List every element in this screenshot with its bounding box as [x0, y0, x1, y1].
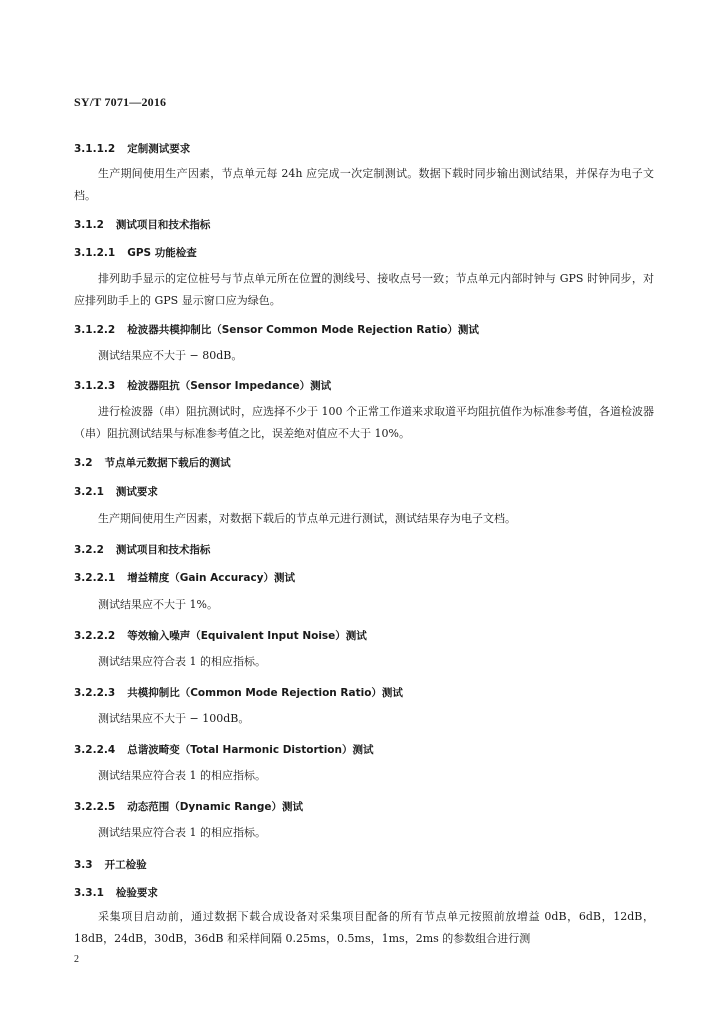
section-heading-3-2-2-2: [74, 628, 367, 643]
section-number: 3.2.2.1: [74, 572, 116, 584]
section-heading-3-1-2-2: [74, 322, 479, 337]
section-title: 动态范围（Dynamic Range）测试: [127, 801, 304, 813]
section-number: 3.2.2.5: [74, 801, 116, 813]
section-number: 3.1.1.2: [74, 143, 116, 155]
section-title: 共模抑制比（Common Mode Rejection Ratio）测试: [127, 687, 403, 699]
section-heading-3-3-1: [74, 885, 158, 900]
paragraph-3-3-1: 采集项目启动前，通过数据下载合成设备对采集项目配备的所有节点单元按照前放增益 0dB，6dB，12dB，18dB，24dB，30dB，36dB 和采样间隔 0.25ms，0.5ms，1ms，2ms 的参数组合进行测: [74, 910, 654, 945]
section-title: 检波器共模抑制比（Sensor Common Mode Rejection Ratio）测试: [127, 324, 479, 336]
paragraph-3-2-1: 生产期间使用生产因素，对数据下载后的节点单元进行测试，测试结果存为电子文档。: [98, 512, 516, 525]
standard-code-header: SY/T 7071—2016: [74, 95, 167, 109]
section-heading-3-2: [74, 455, 231, 470]
section-title: 开工检验: [104, 859, 147, 871]
section-heading-3-1-2-3: [74, 378, 331, 393]
section-title: 节点单元数据下载后的测试: [104, 457, 231, 469]
paragraph-3-1-2-1: 排列助手显示的定位桩号与节点单元所在位置的测线号、接收点号一致；节点单元内部时钟与 GPS 时钟同步，对应排列助手上的 GPS 显示窗口应为绿色。: [74, 272, 654, 307]
section-title: 检波器阻抗（Sensor Impedance）测试: [127, 380, 332, 392]
section-number: 3.3: [74, 859, 93, 871]
section-heading-3-3: [74, 857, 147, 872]
section-title: GPS 功能检查: [127, 247, 197, 259]
paragraph-3-1-2-3: 进行检波器（串）阻抗测试时，应选择不少于 100 个正常工作道来求取道平均阻抗值作为标准参考值，各道检波器（串）阻抗测试结果与标准参考值之比，误差绝对值应不大于 10%。: [74, 405, 654, 440]
section-heading-3-1-2-1: [74, 245, 197, 260]
section-number: 3.1.2.1: [74, 247, 116, 259]
section-title: 总谐波畸变（Total Harmonic Distortion）测试: [127, 744, 374, 756]
section-heading-3-1-1-2: [74, 141, 190, 156]
paragraph-3-2-2-4: 测试结果应符合表 1 的相应指标。: [98, 769, 266, 782]
section-heading-3-1-2: [74, 217, 210, 232]
section-heading-3-2-2-5: [74, 799, 303, 814]
paragraph-3-1-2-2: 测试结果应不大于 − 80dB。: [98, 349, 243, 362]
paragraph-3-2-2-1: 测试结果应不大于 1%。: [98, 598, 218, 611]
page-number: 2: [74, 954, 79, 965]
section-title: 检验要求: [115, 887, 158, 899]
section-title: 增益精度（Gain Accuracy）测试: [127, 572, 296, 584]
section-number: 3.3.1: [74, 887, 104, 899]
section-number: 3.1.2.3: [74, 380, 116, 392]
paragraph-3-2-2-2: 测试结果应符合表 1 的相应指标。: [98, 655, 266, 668]
section-title: 测试项目和技术指标: [115, 219, 211, 231]
section-heading-3-2-2-4: [74, 742, 374, 757]
section-number: 3.2.1: [74, 486, 104, 498]
section-number: 3.2.2.3: [74, 687, 116, 699]
paragraph-3-1-1-2: 生产期间使用生产因素，节点单元每 24h 应完成一次定制测试。数据下载时同步输出测试结果，并保存为电子文档。: [74, 167, 654, 202]
section-heading-3-2-1: [74, 484, 158, 499]
section-title: 定制测试要求: [127, 143, 191, 155]
section-number: 3.1.2.2: [74, 324, 116, 336]
section-number: 3.2.2.4: [74, 744, 116, 756]
section-number: 3.2: [74, 457, 93, 469]
section-heading-3-2-2-3: [74, 685, 403, 700]
section-number: 3.1.2: [74, 219, 104, 231]
paragraph-3-2-2-3: 测试结果应不大于 − 100dB。: [98, 712, 250, 725]
paragraph-3-2-2-5: 测试结果应符合表 1 的相应指标。: [98, 826, 266, 839]
section-heading-3-2-2: [74, 542, 210, 557]
section-title: 等效输入噪声（Equivalent Input Noise）测试: [127, 630, 367, 642]
section-title: 测试项目和技术指标: [115, 544, 211, 556]
section-number: 3.2.2: [74, 544, 104, 556]
section-number: 3.2.2.2: [74, 630, 116, 642]
section-heading-3-2-2-1: [74, 570, 295, 585]
section-title: 测试要求: [115, 486, 158, 498]
